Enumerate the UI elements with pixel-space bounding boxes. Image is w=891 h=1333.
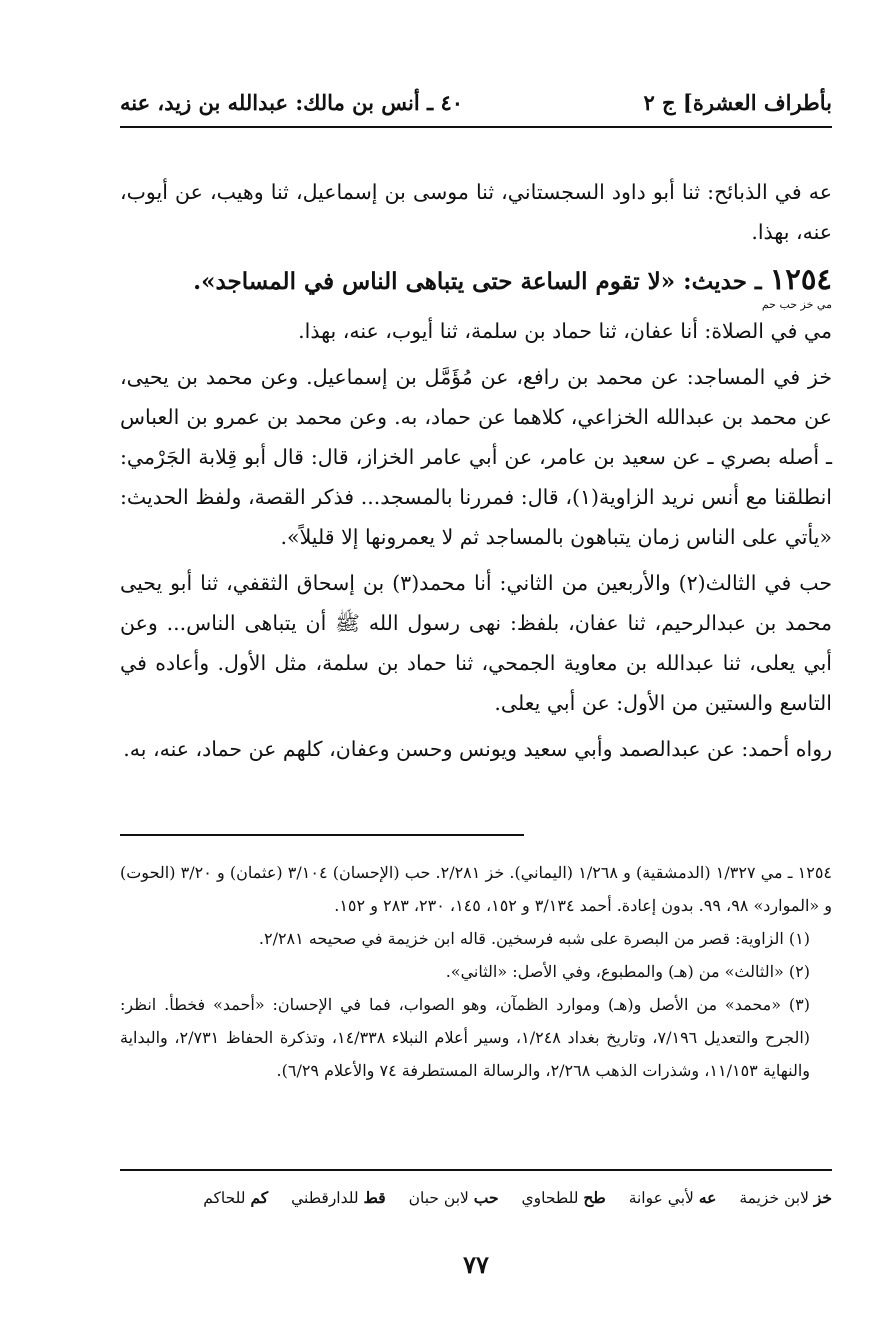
- legend-rule: [120, 1169, 832, 1171]
- paragraph-ahmad: رواه أحمد: عن عبدالصمد وأبي سعيد ويونس وحسن وعفان، كلهم عن حماد، عنه، به.: [123, 737, 832, 761]
- legend-item: خز لابن خزيمة: [739, 1188, 832, 1207]
- paragraph-ibn-khuzayma: خز في المساجد: عن محمد بن رافع، عن مُؤَمَّل بن إسماعيل. وعن محمد بن يحيى، عن محمد بن عبدالله الخزاعي، كلاهما عن حماد، به. وعن محمد بن عمرو بن العباس ـ أصله بصري ـ عن سعيد بن عامر، عن أبي عامر الخزاز، قال: قال أبو قِلابة الجَرْمي: انطلقنا مع أنس نريد الزاوية(١)، قال: فمررنا بالمسجد... فذكر القصة، ولفظ الحديث: «يأتي على الناس زمان يتباهون بالمساجد ثم لا يعمرونها إلا قليلاً».: [120, 365, 833, 549]
- footnote-3: (٣) «محمد» من الأصل و(هـ) وموارد الظمآن، وهو الصواب، فما في الإحسان: «أحمد» فخطأ. انظر: (الجرح والتعديل ٧/١٩٦، وتاريخ بغداد ١/٢٤٨، وسير أعلام النبلاء ١٤/٣٣٨، وتذكرة الحفاظ ٢/٧٣١، والبداية والنهاية ١١/١٥٣، وشذرات الذهب ٢/٢٦٨، والرسالة المستطرفة ٧٤ والأعلام ٦/٢٩).: [120, 995, 811, 1080]
- hadith-number: ١٢٥٤: [769, 262, 832, 296]
- footnote-2: (٢) «الثالث» من (هـ) والمطبوع، وفي الأصل: «الثاني».: [445, 962, 810, 981]
- paragraph-ibn-hibban: حب في الثالث(٢) والأربعين من الثاني: أنا محمد(٣) بن إسحاق الثقفي، ثنا أبو يحيى محمد بن عبدالرحيم، ثنا عفان، بلفظ: نهى رسول الله ﷺ أن يتباهى الناس... وعن أبي يعلى، ثنا عبدالله بن معاوية الجمحي، ثنا حماد بن سلمة، مثل الأول. وأعاده في التاسع والستين من الأول: عن أبي يعلى.: [120, 571, 832, 715]
- footnote-rule: [120, 834, 524, 836]
- legend-item: عه لأبي عوانة: [628, 1188, 717, 1207]
- page-number: ٧٧: [463, 1250, 489, 1279]
- book-page: [120, 72, 832, 1302]
- legend-item: كم للحاكم: [203, 1188, 269, 1207]
- header-chapter-title: ٤٠ ـ أنس بن مالك: عبدالله بن زيد، عنه: [120, 90, 464, 115]
- hadith-heading: [120, 258, 832, 303]
- footnote-sources: ١٢٥٤ ـ مي ١/٣٢٧ (الدمشقية) و ١/٢٦٨ (اليماني). خز ٢/٢٨١. حب (الإحسان) ٣/١٠٤ (عثمان) و ٣/٢٠ (الحوت) و «الموارد» ٩٨، ٩٩. بدون إعادة. أحمد ٣/١٣٤ و ١٥٢، ١٤٥، ٢٣٠، ٢٨٣ و ١٥٢.: [120, 863, 833, 915]
- hadith-title-text: ـ حديث: «لا تقوم الساعة حتى يتباهى الناس في المساجد».: [193, 268, 762, 295]
- legend-item: طح للطحاوي: [521, 1188, 606, 1207]
- footnote-1: (١) الزاوية: قصر من البصرة على شبه فرسخين. قاله ابن خزيمة في صحيحه ٢/٢٨١.: [258, 929, 810, 948]
- abbreviation-legend: [120, 1185, 832, 1211]
- legend-item: حب لابن حبان: [408, 1188, 499, 1207]
- paragraph-awana: عه في الذبائح: ثنا أبو داود السجستاني، ثنا موسى بن إسماعيل، ثنا وهيب، عن أيوب، عنه، بهذا.: [120, 180, 832, 244]
- paragraph-darimi: مي في الصلاة: أنا عفان، ثنا حماد بن سلمة، ثنا أيوب، عنه، بهذا.: [298, 319, 832, 343]
- footnotes: [120, 856, 832, 1087]
- main-text: [120, 172, 832, 775]
- header-book-title: بأطراف العشرة] ج ٢: [643, 90, 832, 115]
- running-header: [120, 86, 832, 120]
- header-rule: [120, 126, 832, 128]
- sigla-note: مي خز حب حم: [761, 298, 832, 311]
- legend-item: قط للدارقطني: [291, 1188, 386, 1207]
